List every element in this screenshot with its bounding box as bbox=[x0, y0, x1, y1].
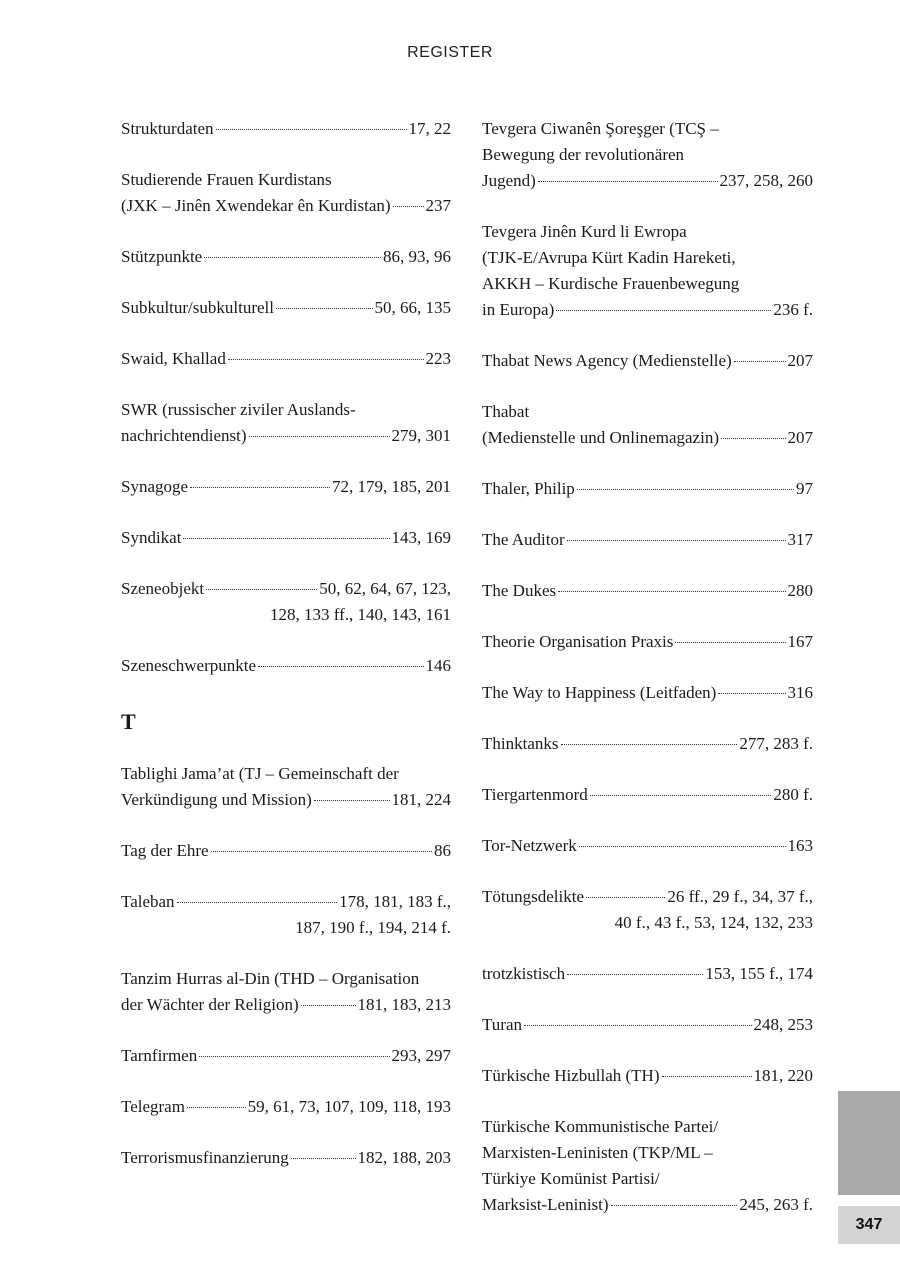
left-entries-before bbox=[121, 116, 451, 679]
entry-term: Jugend) bbox=[482, 171, 536, 190]
entry-pages: 72, 179, 185, 201 bbox=[332, 477, 451, 496]
entry-term: Syndikat bbox=[121, 528, 182, 547]
index-entry bbox=[482, 578, 813, 604]
entry-pages: 146 bbox=[425, 656, 451, 675]
entry-term: The Way to Happiness (Leitfaden) bbox=[482, 683, 717, 702]
entry-term: Taleban bbox=[121, 892, 175, 911]
entry-pages: 26 ff., 29 f., 34, 37 f., bbox=[667, 887, 813, 906]
running-header: REGISTER bbox=[407, 44, 493, 61]
left-column bbox=[121, 116, 451, 1196]
dot-leader bbox=[611, 1205, 738, 1206]
index-entry bbox=[482, 961, 813, 987]
index-entry bbox=[121, 966, 451, 1018]
entry-pages: 245, 263 f. bbox=[739, 1195, 813, 1214]
entry-pages: 163 bbox=[787, 836, 813, 855]
dot-leader bbox=[662, 1076, 752, 1077]
entry-term-row bbox=[121, 295, 451, 321]
entry-term: Tag der Ehre bbox=[121, 841, 209, 860]
dot-leader bbox=[291, 1158, 356, 1159]
entry-text-line: Studierende Frauen Kurdistans bbox=[121, 170, 332, 189]
entry-pages: 207 bbox=[787, 428, 813, 447]
entry-term-row bbox=[121, 525, 451, 551]
entry-term-row bbox=[121, 474, 451, 500]
dot-leader bbox=[204, 257, 381, 258]
entry-pages: 223 bbox=[425, 349, 451, 368]
entry-pages: 279, 301 bbox=[391, 426, 451, 445]
index-entry bbox=[121, 116, 451, 142]
index-entry bbox=[121, 761, 451, 813]
entry-term-row bbox=[121, 193, 451, 219]
index-entry bbox=[121, 1145, 451, 1171]
dot-leader bbox=[579, 846, 786, 847]
entry-term-row bbox=[482, 348, 813, 374]
entry-term-row bbox=[482, 578, 813, 604]
entry-pages: 277, 283 f. bbox=[739, 734, 813, 753]
entry-pages: 181, 224 bbox=[391, 790, 451, 809]
entry-term-row bbox=[482, 476, 813, 502]
entry-pages-continued: 128, 133 ff., 140, 143, 161 bbox=[269, 605, 451, 624]
entry-text-line: Bewegung der revolutionären bbox=[482, 145, 685, 164]
entry-term-row bbox=[482, 629, 813, 655]
entry-pages: 316 bbox=[787, 683, 813, 702]
index-entry bbox=[121, 576, 451, 628]
entry-term: Swaid, Khallad bbox=[121, 349, 226, 368]
entry-term-row bbox=[482, 1063, 813, 1089]
dot-leader bbox=[314, 800, 390, 801]
entry-pages: 182, 188, 203 bbox=[357, 1148, 451, 1167]
entry-pages: 50, 66, 135 bbox=[374, 298, 451, 317]
dot-leader bbox=[206, 589, 317, 590]
entry-text-line: Marxisten-Leninisten (TKP/ML – bbox=[482, 1143, 713, 1162]
dot-leader bbox=[590, 795, 772, 796]
entry-term: Türkische Hizbullah (TH) bbox=[482, 1066, 660, 1085]
index-entry bbox=[121, 889, 451, 941]
entry-term-row bbox=[121, 423, 451, 449]
right-entries bbox=[482, 116, 813, 1218]
dot-leader bbox=[211, 851, 432, 852]
dot-leader bbox=[199, 1056, 389, 1057]
entry-pages: 207 bbox=[787, 351, 813, 370]
dot-leader bbox=[187, 1107, 246, 1108]
dot-leader bbox=[190, 487, 330, 488]
index-entry bbox=[121, 167, 451, 219]
entry-pages: 50, 62, 64, 67, 123, bbox=[319, 579, 451, 598]
entry-term: Stützpunkte bbox=[121, 247, 203, 266]
entry-pages: 17, 22 bbox=[408, 119, 451, 138]
entry-text-line: Türkiye Komünist Partisi/ bbox=[482, 1169, 660, 1188]
dot-leader bbox=[586, 897, 665, 898]
entry-pages: 181, 183, 213 bbox=[357, 995, 451, 1014]
entry-term-row bbox=[482, 884, 813, 910]
index-entry bbox=[482, 476, 813, 502]
index-entry bbox=[121, 1094, 451, 1120]
dot-leader bbox=[577, 489, 794, 490]
index-entry bbox=[121, 653, 451, 679]
entry-pages-continued: 187, 190 f., 194, 214 f. bbox=[295, 918, 451, 937]
page-number: 347 bbox=[838, 1206, 900, 1244]
dot-leader bbox=[228, 359, 424, 360]
entry-term-row bbox=[121, 576, 451, 602]
index-entry bbox=[121, 1043, 451, 1069]
entry-term-row bbox=[482, 833, 813, 859]
dot-leader bbox=[177, 902, 338, 903]
entry-term: Thabat News Agency (Medienstelle) bbox=[482, 351, 732, 370]
entry-pages: 280 f. bbox=[773, 785, 813, 804]
entry-term: Thinktanks bbox=[482, 734, 559, 753]
index-entry bbox=[482, 399, 813, 451]
index-entry bbox=[482, 116, 813, 194]
dot-leader bbox=[216, 129, 407, 130]
entry-term: in Europa) bbox=[482, 300, 555, 319]
entry-term: The Auditor bbox=[482, 530, 565, 549]
dot-leader bbox=[721, 438, 786, 439]
dot-leader bbox=[561, 744, 738, 745]
dot-leader bbox=[301, 1005, 356, 1006]
entry-pages-continued: 40 f., 43 f., 53, 124, 132, 233 bbox=[614, 913, 813, 932]
entry-term: nachrichtendienst) bbox=[121, 426, 247, 445]
dot-leader bbox=[734, 361, 786, 362]
entry-text-line: Tevgera Jinên Kurd li Ewropa bbox=[482, 222, 687, 241]
dot-leader bbox=[538, 181, 718, 182]
index-entry bbox=[482, 1114, 813, 1218]
entry-pages: 178, 181, 183 f., bbox=[339, 892, 451, 911]
dot-leader bbox=[718, 693, 785, 694]
entry-term: Synagoge bbox=[121, 477, 189, 496]
entry-text-line: AKKH – Kurdische Frauenbewegung bbox=[482, 274, 740, 293]
dot-leader bbox=[675, 642, 785, 643]
entry-term: (Medienstelle und Onlinemagazin) bbox=[482, 428, 719, 447]
entry-term-row bbox=[482, 961, 813, 987]
entry-term: Tarnfirmen bbox=[121, 1046, 198, 1065]
entry-term-row bbox=[482, 1012, 813, 1038]
index-entry bbox=[121, 244, 451, 270]
index-entry bbox=[482, 219, 813, 323]
index-entry bbox=[121, 838, 451, 864]
entry-pages: 236 f. bbox=[773, 300, 813, 319]
entry-term-row bbox=[482, 425, 813, 451]
entry-pages: 59, 61, 73, 107, 109, 118, 193 bbox=[247, 1097, 451, 1116]
entry-term-row bbox=[121, 889, 451, 915]
entry-pages: 86 bbox=[434, 841, 451, 860]
entry-pages: 317 bbox=[787, 530, 813, 549]
entry-term-row bbox=[482, 731, 813, 757]
entry-term: der Wächter der Religion) bbox=[121, 995, 299, 1014]
dot-leader bbox=[556, 310, 771, 311]
entry-term: Marksist-Leninist) bbox=[482, 1195, 609, 1214]
entry-text-line: Tablighi Jama’at (TJ – Gemeinschaft der bbox=[121, 764, 399, 783]
entry-term: Turan bbox=[482, 1015, 522, 1034]
entry-term: Strukturdaten bbox=[121, 119, 214, 138]
entry-text-line: Thabat bbox=[482, 402, 530, 421]
index-entry bbox=[482, 731, 813, 757]
entry-pages: 143, 169 bbox=[391, 528, 451, 547]
index-entry bbox=[482, 629, 813, 655]
entry-term-row bbox=[121, 116, 451, 142]
index-entry bbox=[482, 833, 813, 859]
entry-text-line: SWR (russischer ziviler Auslands- bbox=[121, 400, 356, 419]
entry-term-row bbox=[121, 1145, 451, 1171]
entry-term-row bbox=[482, 297, 813, 323]
entry-term: Telegram bbox=[121, 1097, 185, 1116]
entry-term: Tötungsdelikte bbox=[482, 887, 584, 906]
entry-term: Szeneschwerpunkte bbox=[121, 656, 257, 675]
index-entry bbox=[121, 397, 451, 449]
entry-pages: 86, 93, 96 bbox=[383, 247, 451, 266]
entry-term: Theorie Organisation Praxis bbox=[482, 632, 674, 651]
entry-pages: 237 bbox=[425, 196, 451, 215]
entry-term-row bbox=[121, 653, 451, 679]
dot-leader bbox=[524, 1025, 752, 1026]
entry-pages: 237, 258, 260 bbox=[719, 171, 813, 190]
entry-term-row bbox=[482, 680, 813, 706]
entry-pages: 153, 155 f., 174 bbox=[705, 964, 813, 983]
index-entry bbox=[121, 295, 451, 321]
entry-term-row bbox=[121, 787, 451, 813]
thumb-index-tab bbox=[838, 1091, 900, 1195]
entry-pages: 181, 220 bbox=[753, 1066, 813, 1085]
entry-term-row bbox=[121, 1043, 451, 1069]
index-entry bbox=[121, 525, 451, 551]
index-entry bbox=[482, 782, 813, 808]
entry-term-row bbox=[121, 346, 451, 372]
entry-term-row bbox=[121, 1094, 451, 1120]
entry-term-row bbox=[482, 527, 813, 553]
dot-leader bbox=[393, 206, 424, 207]
index-entry bbox=[121, 474, 451, 500]
entry-pages: 97 bbox=[796, 479, 813, 498]
entry-pages: 167 bbox=[787, 632, 813, 651]
entry-term: Verkündigung und Mission) bbox=[121, 790, 312, 809]
entry-term: Tiergartenmord bbox=[482, 785, 588, 804]
entry-term: (JXK – Jinên Xwendekar ên Kurdistan) bbox=[121, 196, 391, 215]
left-entries-after bbox=[121, 761, 451, 1171]
right-column bbox=[482, 116, 813, 1243]
index-entry bbox=[482, 527, 813, 553]
entry-pages: 293, 297 bbox=[391, 1046, 451, 1065]
index-entry bbox=[482, 1012, 813, 1038]
entry-term: Subkultur/subkulturell bbox=[121, 298, 274, 317]
entry-term: Terrorismusfinanzierung bbox=[121, 1148, 289, 1167]
dot-leader bbox=[276, 308, 373, 309]
dot-leader bbox=[567, 974, 703, 975]
entry-term-row bbox=[482, 168, 813, 194]
entry-text-line: Tevgera Ciwanên Şoreşger (TCŞ – bbox=[482, 119, 719, 138]
index-entry bbox=[482, 348, 813, 374]
section-letter: T bbox=[121, 709, 136, 734]
entry-term: Szeneobjekt bbox=[121, 579, 205, 598]
entry-term-row bbox=[121, 244, 451, 270]
entry-term: Tor-Netzwerk bbox=[482, 836, 577, 855]
entry-term-row bbox=[121, 992, 451, 1018]
entry-term: Thaler, Philip bbox=[482, 479, 575, 498]
index-entry bbox=[482, 1063, 813, 1089]
index-entry bbox=[482, 884, 813, 936]
entry-text-line: (TJK-E/Avrupa Kürt Kadin Hareketi, bbox=[482, 248, 736, 267]
entry-pages: 248, 253 bbox=[753, 1015, 813, 1034]
index-entry bbox=[482, 680, 813, 706]
dot-leader bbox=[258, 666, 423, 667]
dot-leader bbox=[567, 540, 786, 541]
entry-term: The Dukes bbox=[482, 581, 557, 600]
entry-term-row bbox=[121, 838, 451, 864]
entry-term-row bbox=[482, 782, 813, 808]
entry-pages: 280 bbox=[787, 581, 813, 600]
entry-term: trotzkistisch bbox=[482, 964, 566, 983]
dot-leader bbox=[183, 538, 389, 539]
entry-text-line: Türkische Kommunistische Partei/ bbox=[482, 1117, 719, 1136]
entry-term-row bbox=[482, 1192, 813, 1218]
index-entry bbox=[121, 346, 451, 372]
dot-leader bbox=[558, 591, 785, 592]
entry-text-line: Tanzim Hurras al-Din (THD – Organisation bbox=[121, 969, 420, 988]
dot-leader bbox=[249, 436, 390, 437]
